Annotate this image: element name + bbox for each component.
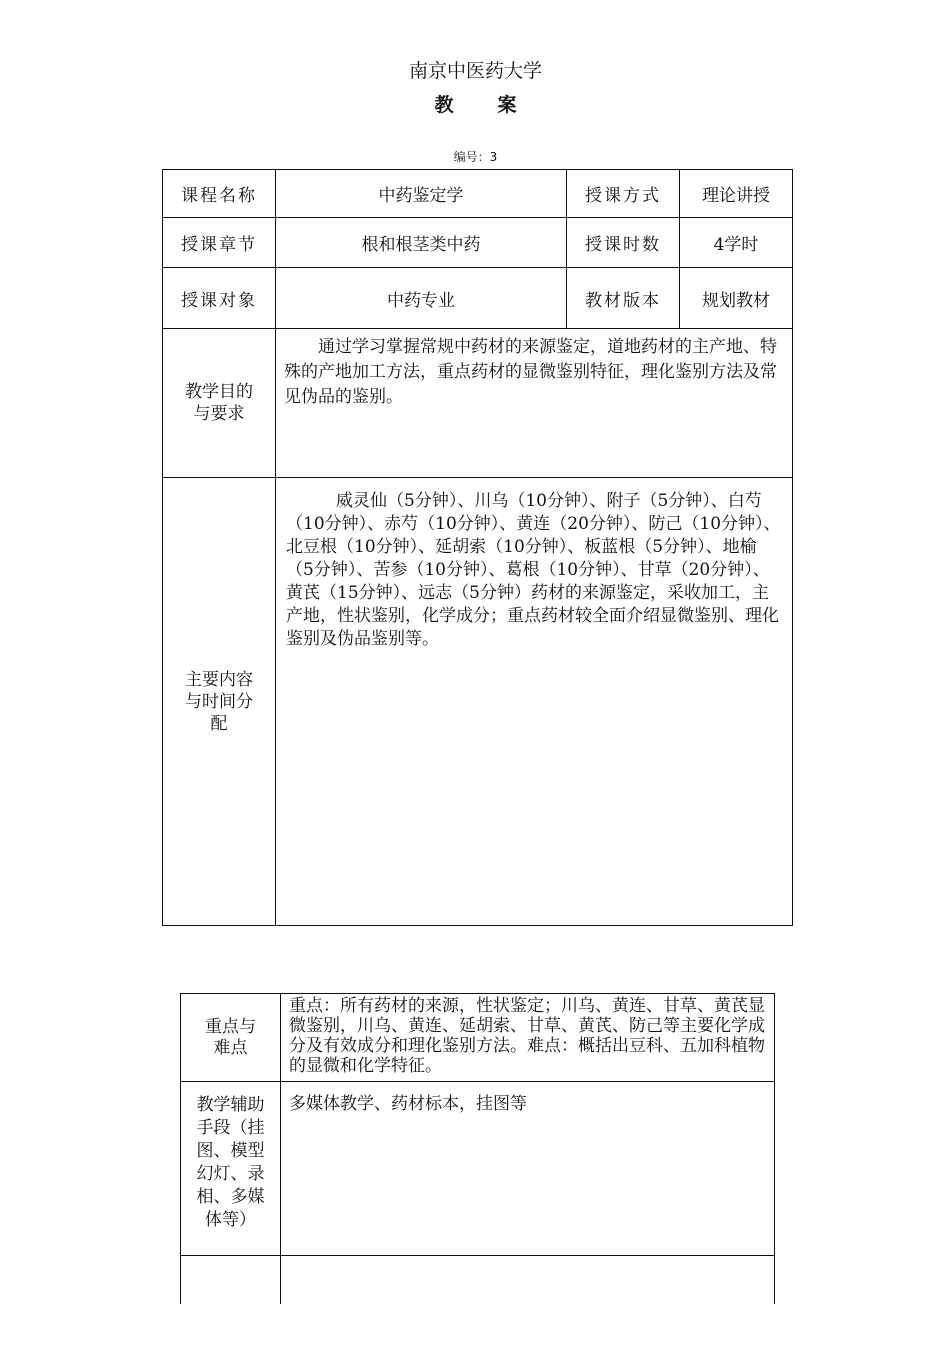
textbook-value: 规划教材 <box>680 268 793 329</box>
objective-text: 通过学习掌握常规中药材的来源鉴定，道地药材的主产地、特殊的产地加工方法，重点药材的显微鉴别特征，理化鉴别方法及常见伪品的鉴别。 <box>276 329 793 478</box>
teaching-aids-text: 多媒体教学、药材标本，挂图等 <box>281 1082 775 1256</box>
textbook-label: 教材版本 <box>567 268 680 329</box>
empty-cell <box>181 1256 281 1304</box>
hours-label: 授课时数 <box>567 218 680 268</box>
teaching-aids-label: 教学辅助手段（挂图、模型幻灯、录相、多媒体等） <box>181 1082 281 1256</box>
hours-value: 4学时 <box>680 218 793 268</box>
table-row <box>163 478 793 926</box>
teaching-method-label: 授课方式 <box>567 170 680 218</box>
document-type-title: 教案 <box>434 94 561 116</box>
table-row <box>163 268 793 329</box>
table-row <box>163 218 793 268</box>
audience-value: 中药专业 <box>276 268 567 329</box>
key-points-label: 重点与难点 <box>181 994 281 1082</box>
table-row <box>163 170 793 218</box>
university-title: 南京中医药大学 <box>408 60 542 82</box>
audience-label: 授课对象 <box>163 268 276 329</box>
chapter-label: 授课章节 <box>163 218 276 268</box>
content-label: 主要内容与时间分配 <box>163 478 276 926</box>
empty-cell <box>281 1256 775 1304</box>
objective-label: 教学目的与要求 <box>163 329 276 478</box>
lesson-details-table <box>180 993 775 1304</box>
table-row <box>181 1082 775 1256</box>
course-name-value: 中药鉴定学 <box>276 170 567 218</box>
key-points-text: 重点：所有药材的来源，性状鉴定；川乌、黄连、甘草、黄芪显微鉴别，川乌、黄连、延胡索、甘草、黄芪、防己等主要化学成分及有效成分和理化鉴别方法。难点：概括出豆科、五加科植物的显微和化学特征。 <box>281 994 775 1082</box>
serial-number: 编号：3 <box>453 150 498 164</box>
table-row <box>181 994 775 1082</box>
teaching-method-value: 理论讲授 <box>680 170 793 218</box>
chapter-value: 根和根茎类中药 <box>276 218 567 268</box>
table-row <box>181 1256 775 1304</box>
lesson-info-table <box>162 169 793 926</box>
table-row <box>163 329 793 478</box>
course-name-label: 课程名称 <box>163 170 276 218</box>
content-text: 威灵仙（5分钟）、川乌（10分钟）、附子（5分钟）、白芍（10分钟）、赤芍（10分钟）、黄连（20分钟）、防己（10分钟）、北豆根（10分钟）、延胡索（10分钟）、板蓝根（5分钟）、地榆（5分钟）、苦参（10分钟）、葛根（10分钟）、甘草（20分钟）、黄芪（15分钟）、远志（5分钟）药材的来源鉴定，采收加工，主产地，性状鉴别，化学成分；重点药材较全面介绍显微鉴别、理化鉴别及伪品鉴别等。 <box>276 478 793 926</box>
